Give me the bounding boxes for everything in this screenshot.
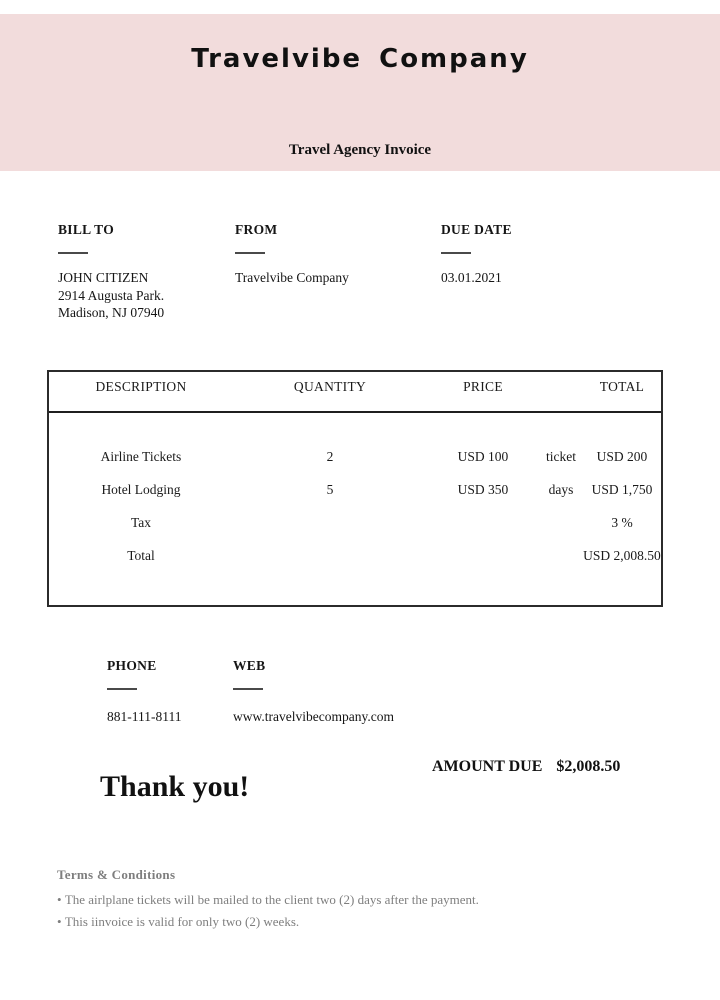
column-header-description: DESCRIPTION: [95, 379, 187, 394]
web-value: www.travelvibecompany.com: [233, 709, 394, 724]
invoice-table-header-row: [49, 372, 661, 413]
terms-title: Terms & Conditions: [57, 867, 176, 882]
amount-due-label: AMOUNT DUE: [432, 758, 543, 775]
due-date-label: DUE DATE: [441, 222, 512, 237]
row-description: Tax: [130, 514, 152, 530]
table-row: [49, 473, 661, 506]
row-total: USD 1,750: [591, 481, 653, 497]
row-description: Airline Tickets: [100, 448, 182, 464]
divider-dash: [235, 252, 265, 254]
column-header-unit: [539, 379, 583, 411]
bill-to-section: [58, 222, 164, 322]
row-total: USD 2,008.50: [583, 547, 661, 563]
phone-section: [107, 658, 182, 726]
terms-item: • This iinvoice is valid for only two (2) weeks.: [57, 911, 677, 933]
invoice-table: [47, 370, 663, 607]
due-date-section: [441, 222, 512, 287]
row-total: USD 200: [596, 448, 648, 464]
row-quantity: 2: [326, 448, 334, 464]
bill-to-label: BILL TO: [58, 222, 115, 237]
row-description: Total: [127, 547, 155, 563]
divider-dash: [441, 252, 471, 254]
invoice-table-body: [49, 413, 661, 572]
web-label: WEB: [233, 658, 266, 673]
divider-dash: [107, 688, 137, 690]
terms-item: • The airlplane tickets will be mailed to the client two (2) days after the payment.: [57, 889, 677, 911]
column-header-quantity: QUANTITY: [293, 379, 367, 394]
thank-you-message: Thank you!: [100, 770, 250, 803]
row-total: 3 %: [611, 514, 633, 530]
from-label: FROM: [235, 222, 278, 237]
company-name: Travelvibe Company: [191, 44, 529, 74]
column-header-price: PRICE: [463, 379, 503, 394]
divider-dash: [233, 688, 263, 690]
row-quantity: 5: [326, 481, 334, 497]
row-description: Hotel Lodging: [101, 481, 181, 497]
bill-to-address-line2: Madison, NJ 07940: [58, 305, 165, 320]
table-row: [49, 506, 661, 539]
divider-dash: [58, 252, 88, 254]
phone-value: 881-111-8111: [107, 709, 182, 724]
phone-label: PHONE: [107, 658, 157, 673]
from-name: Travelvibe Company: [235, 270, 349, 285]
table-row: [49, 440, 661, 473]
amount-due-row: [432, 758, 620, 776]
bill-to-name: JOHN CITIZEN: [58, 270, 149, 285]
row-unit: days: [548, 481, 574, 497]
column-header-total: TOTAL: [599, 379, 645, 394]
row-unit: ticket: [546, 448, 576, 464]
bill-to-address-line1: 2914 Augusta Park.: [58, 287, 165, 303]
bill-to-value: [58, 269, 164, 322]
row-price: USD 350: [457, 481, 509, 497]
terms-section: [57, 867, 677, 933]
due-date-value: 03.01.2021: [441, 270, 502, 285]
amount-due-value: $2,008.50: [556, 758, 621, 775]
row-price: USD 100: [457, 448, 509, 464]
document-title: Travel Agency Invoice: [288, 142, 432, 158]
table-row: [49, 539, 661, 572]
header-band: [0, 14, 720, 171]
web-section: [233, 658, 394, 726]
from-section: [235, 222, 349, 287]
